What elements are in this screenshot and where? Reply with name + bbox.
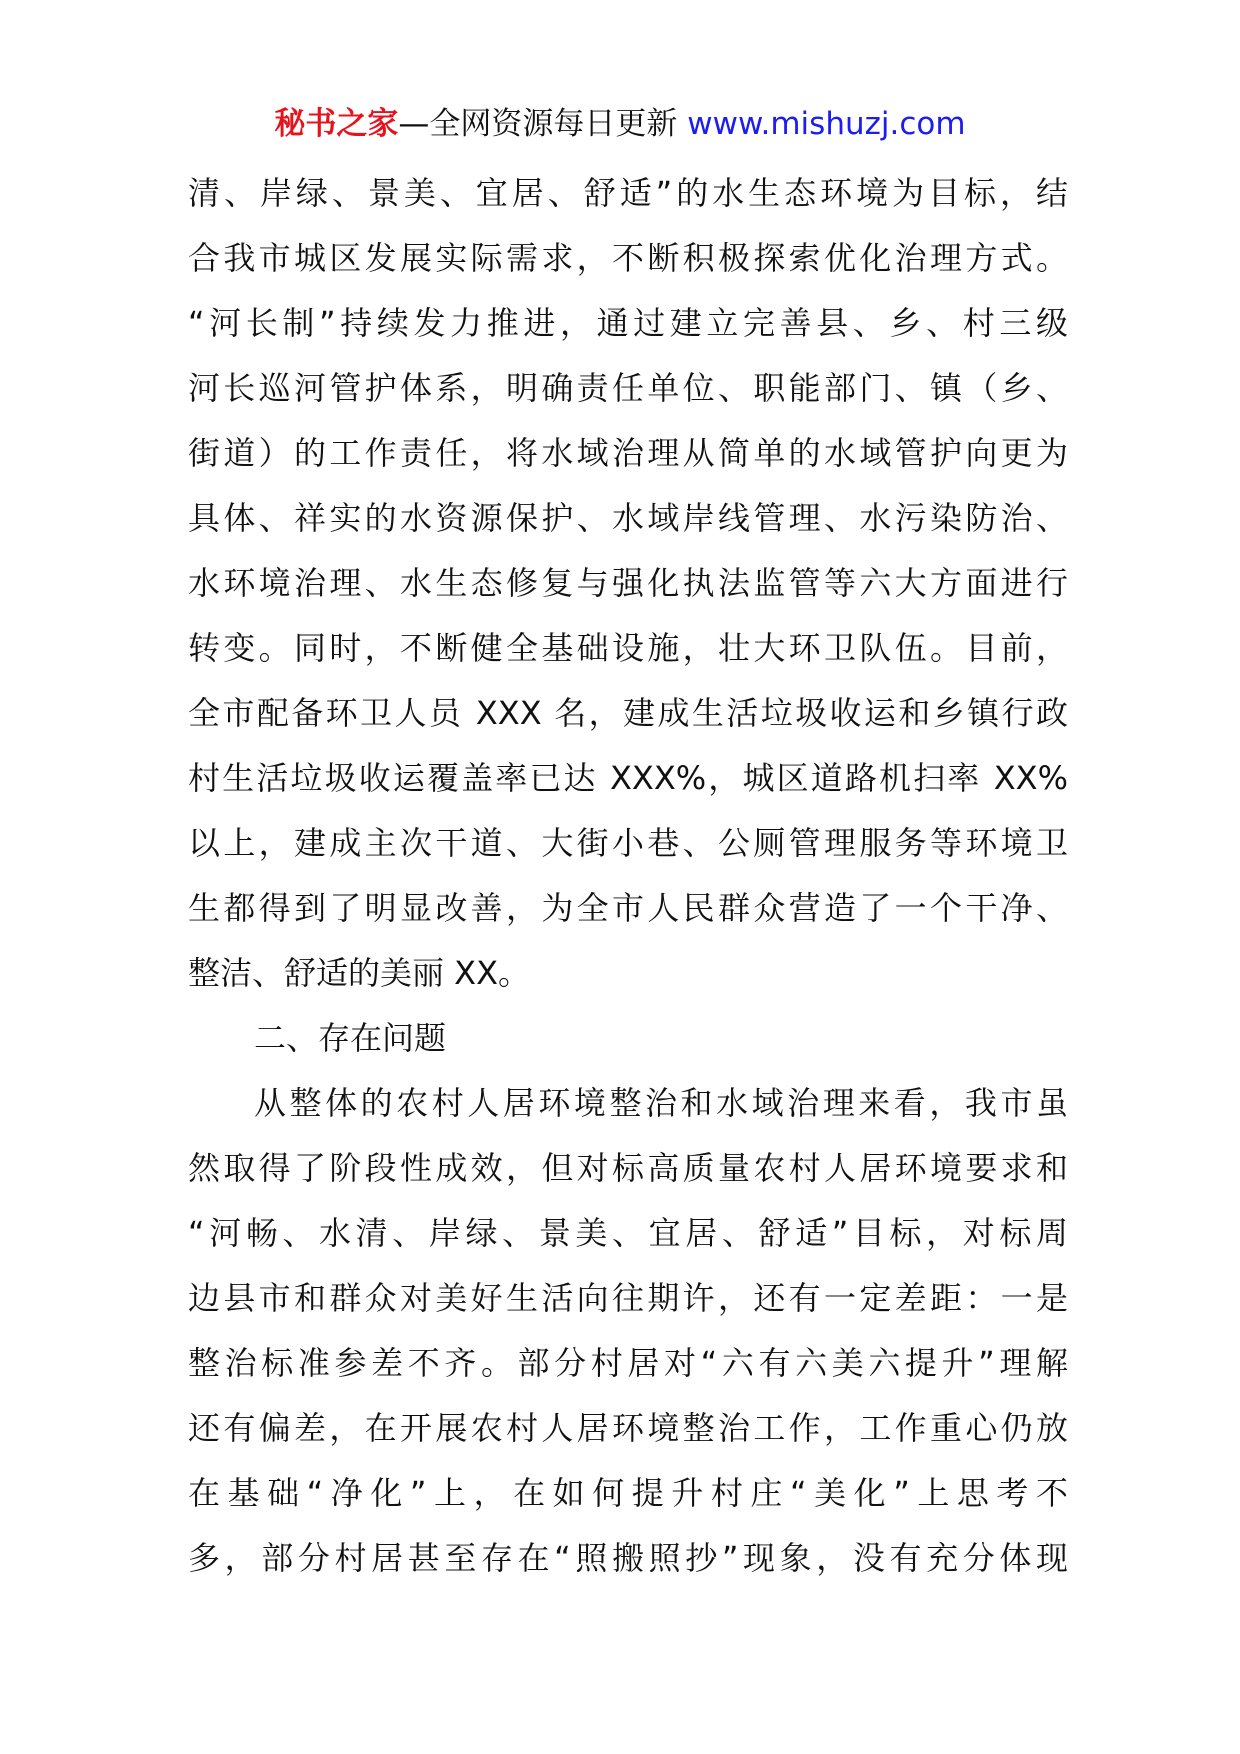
text-line: 街道）的工作责任，将水域治理从简单的水域管护向更为 (188, 434, 1068, 472)
text-line: “河长制”持续发力推进，通过建立完善县、乡、村三级 (188, 304, 1068, 342)
text-line: 合我市城区发展实际需求，不断积极探索优化治理方式。 (188, 239, 1068, 277)
text-line: 具体、祥实的水资源保护、水域岸线管理、水污染防治、 (188, 499, 1068, 537)
document-body (188, 161, 1068, 1591)
section-heading: 二、存在问题 (254, 1019, 447, 1057)
header-banner (0, 100, 1240, 148)
text-line: 村生活垃圾收运覆盖率已达 XXX%，城区道路机扫率 XX% (188, 759, 1068, 797)
paragraph-first-line: 从整体的农村人居环境整治和水域治理来看，我市虽 (254, 1084, 1068, 1122)
paragraph-end-line: 整洁、舒适的美丽 XX。 (188, 954, 531, 992)
text-line: 在基础“净化”上，在如何提升村庄“美化”上思考不 (188, 1474, 1068, 1512)
text-line: 清、岸绿、景美、宜居、舒适”的水生态环境为目标，结 (188, 174, 1068, 212)
text-line: 还有偏差，在开展农村人居环境整治工作，工作重心仍放 (188, 1409, 1068, 1447)
text-line: 整治标准参差不齐。部分村居对“六有六美六提升”理解 (188, 1344, 1068, 1382)
text-line: 水环境治理、水生态修复与强化执法监管等六大方面进行 (188, 564, 1068, 602)
header-slogan: —全网资源每日更新 (398, 106, 688, 142)
text-line: 边县市和群众对美好生活向往期许，还有一定差距：一是 (188, 1279, 1068, 1317)
text-line: “河畅、水清、岸绿、景美、宜居、舒适”目标，对标周 (188, 1214, 1068, 1252)
brand-name: 秘书之家 (274, 106, 399, 142)
text-line: 河长巡河管护体系，明确责任单位、职能部门、镇（乡、 (188, 369, 1068, 407)
text-line: 然取得了阶段性成效，但对标高质量农村人居环境要求和 (188, 1149, 1068, 1187)
text-line: 转变。同时，不断健全基础设施，壮大环卫队伍。目前， (188, 629, 1068, 667)
text-line: 以上，建成主次干道、大街小巷、公厕管理服务等环境卫 (188, 824, 1068, 862)
text-line: 多，部分村居甚至存在“照搬照抄”现象，没有充分体现 (188, 1539, 1068, 1577)
text-line: 生都得到了明显改善，为全市人民群众营造了一个干净、 (188, 889, 1068, 927)
website-link[interactable]: www.mishuzj.com (687, 106, 966, 142)
text-line: 全市配备环卫人员 XXX 名，建成生活垃圾收运和乡镇行政 (188, 694, 1068, 732)
